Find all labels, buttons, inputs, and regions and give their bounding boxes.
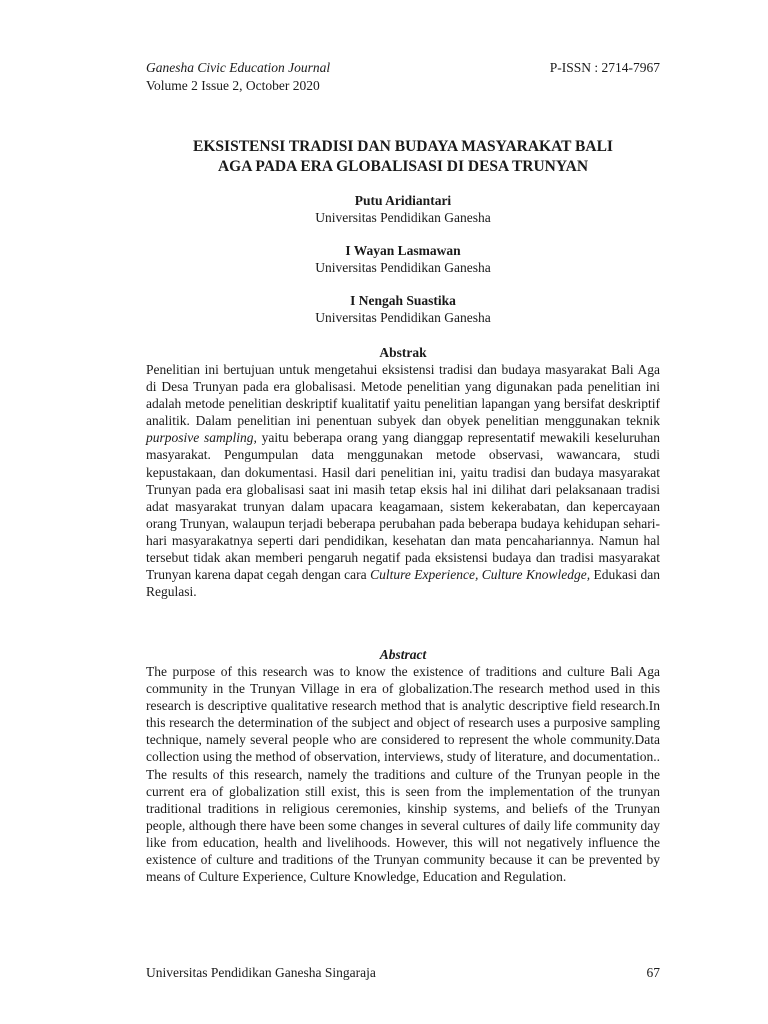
abstrak-emphasis-2: Culture Experience, Culture Knowledge,	[370, 567, 591, 583]
abstrak-heading: Abstrak	[379, 345, 427, 360]
volume-issue: Volume 2 Issue 2, October 2020	[146, 78, 320, 93]
journal-name: Ganesha Civic Education Journal	[146, 60, 331, 75]
author-name: Putu Aridiantari	[354, 193, 452, 208]
author	[146, 242, 660, 276]
author-affiliation: Universitas Pendidikan Ganesha	[315, 210, 491, 225]
abstrak-text-1: Penelitian ini bertujuan untuk mengetahui eksistensi tradisi dan budaya masyarakat Bali Aga di Desa Trunyan pada era globalisasi. Metode penelitian yang digunakan pada penelitian ini adalah metode penelitian deskriptif kualitatif yaitu penelitian lapangan yang bersifat deskriptif analitik. Dalam penelitian ini penentuan subyek dan obyek penelitian menggunakan teknik	[146, 362, 660, 429]
abstrak-text-2: yaitu beberapa orang yang dianggap representatif mewakili keseluruhan masyarakat. Pengumpulan data menggunakan metode observasi, wawancara, studi kepustakaan, dan dokumentasi. Hasil dari penelitian ini, yaitu tradisi dan budaya masyarakat Trunyan pada era globalisasi saat ini masih tetap eksis hal ini dilihat dari pelaksanaan tradisi adat masyarakat trunyan dalam upacara keagamaan, sistem kekerabatan, dan kepercayaan orang Trunyan, walaupun terjadi beberapa perubahan pada beberapa budaya kehidupan sehari-hari masyarakatnya seperti dari pendidikan, kesehatan dan mata pencahariannya. Namun hal tersebut tidak akan memberi pengaruh negatif pada eksistensi budaya dan tradisi masyarakat Trunyan karena dapat cegah dengan cara	[146, 430, 660, 583]
abstrak-body	[146, 361, 660, 600]
abstract-body: The purpose of this research was to know the existence of traditions and culture Bali Aga community in the Trunyan Village in era of globalization.The research method used in this research is descriptive qualitative research method that is analytic descriptive field research.In this research the determination of the subject and object of research uses a purposive sampling technique, namely several people who are considered to represent the whole community.Data collection using the method of observation, interviews, study of literature, and documentation.. The results of this research, namely the traditions and culture of the Trunyan people in the current era of globalization still exist, this is seen from the implementation of the trunyan traditional traditions in religious ceremonies, kinship systems, and beliefs of the Trunyan people, although there have been some changes in several cultures of daily life community day like from education, health and livelihoods. However, this will not negatively influence the existence of culture and traditions of the Trunyan community because it can be prevented by means of Culture Experience, Culture Knowledge, Education and Regulation.	[146, 664, 660, 885]
author	[146, 192, 660, 226]
abstrak-emphasis-1: purposive sampling,	[146, 430, 257, 446]
author-name: I Nengah Suastika	[350, 293, 456, 308]
author-affiliation: Universitas Pendidikan Ganesha	[315, 310, 491, 325]
author-name: I Wayan Lasmawan	[345, 243, 461, 258]
abstract-heading: Abstract	[379, 647, 427, 662]
author-affiliation: Universitas Pendidikan Ganesha	[315, 260, 491, 275]
title-line-2: AGA PADA ERA GLOBALISASI DI DESA TRUNYAN	[217, 158, 589, 175]
footer-institution: Universitas Pendidikan Ganesha Singaraja	[146, 965, 376, 980]
page-number: 67	[646, 965, 660, 980]
author	[146, 292, 660, 326]
abstrak-text-3: Edukasi dan Regulasi.	[146, 567, 660, 600]
page-footer	[146, 964, 660, 981]
abstrak-section	[146, 344, 660, 600]
issn: P-ISSN : 2714-7967	[549, 60, 660, 75]
paper-title	[140, 137, 666, 177]
author-list	[146, 192, 660, 342]
title-line-1: EKSISTENSI TRADISI DAN BUDAYA MASYARAKAT BALI	[193, 138, 613, 155]
running-header	[146, 59, 660, 95]
abstract-section	[146, 646, 660, 885]
